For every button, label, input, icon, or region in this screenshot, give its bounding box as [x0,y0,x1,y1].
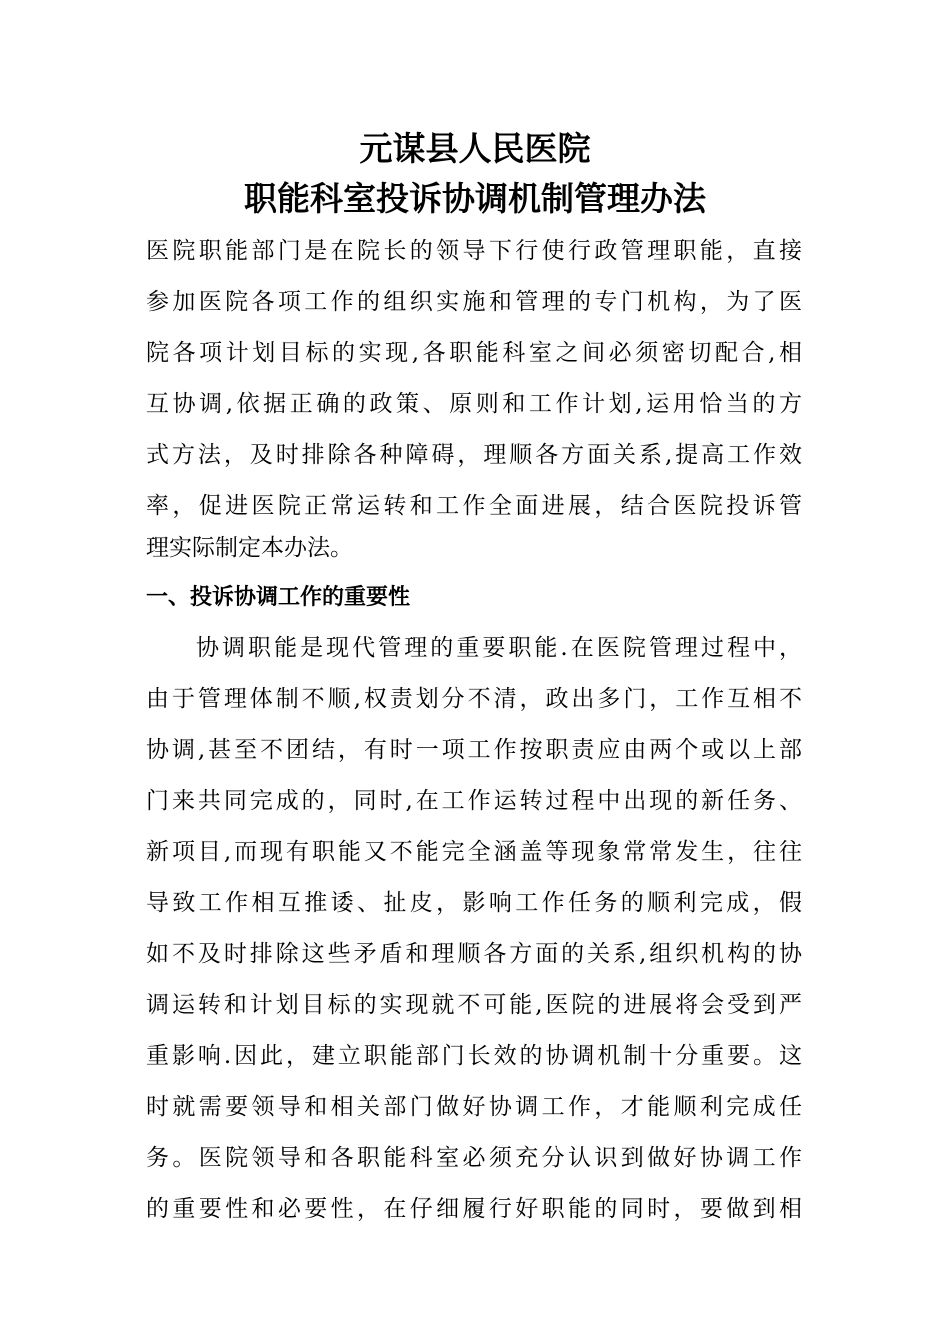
section-line: 调运转和计划目标的实现就不可能,医院的进展将会受到严 [146,992,802,1018]
intro-line: 院各项计划目标的实现,各职能科室之间必须密切配合,相 [146,340,802,366]
section-line: 门来共同完成的，同时,在工作运转过程中出现的新任务、 [146,788,802,814]
section-line: 由于管理体制不顺,权责划分不清，政出多门，工作互相不 [146,686,802,712]
section-line: 时就需要领导和相关部门做好协调工作，才能顺利完成任 [146,1094,802,1120]
section-heading: 一、投诉协调工作的重要性 [146,585,411,610]
section-line: 协调职能是现代管理的重要职能.在医院管理过程中， [196,635,802,661]
intro-line: 参加医院各项工作的组织实施和管理的专门机构，为了医 [146,289,802,315]
section-line: 协调,甚至不团结，有时一项工作按职责应由两个或以上部 [146,737,802,763]
intro-line: 理实际制定本办法。 [146,535,353,561]
section-line: 重影响.因此，建立职能部门长效的协调机制十分重要。这 [146,1043,802,1069]
section-line: 如不及时排除这些矛盾和理顺各方面的关系,组织机构的协 [146,941,802,967]
intro-line: 医院职能部门是在院长的领导下行使行政管理职能，直接 [146,238,802,264]
intro-line: 率，促进医院正常运转和工作全面进展，结合医院投诉管 [146,493,802,519]
section-line: 导致工作相互推诿、扯皮，影响工作任务的顺利完成，假 [146,890,802,916]
intro-line: 式方法，及时排除各种障碍，理顺各方面关系,提高工作效 [146,442,802,468]
document-title-hospital: 元谋县人民医院 [359,129,591,168]
intro-line: 互协调,依据正确的政策、原则和工作计划,运用恰当的方 [146,391,802,417]
section-line: 务。医院领导和各职能科室必须充分认识到做好协调工作 [146,1145,802,1171]
document-title-regulation: 职能科室投诉协调机制管理办法 [244,179,706,218]
section-line: 新项目,而现有职能又不能完全涵盖等现象常常发生，往往 [146,839,802,865]
section-line: 的重要性和必要性，在仔细履行好职能的同时，要做到相 [146,1196,802,1222]
